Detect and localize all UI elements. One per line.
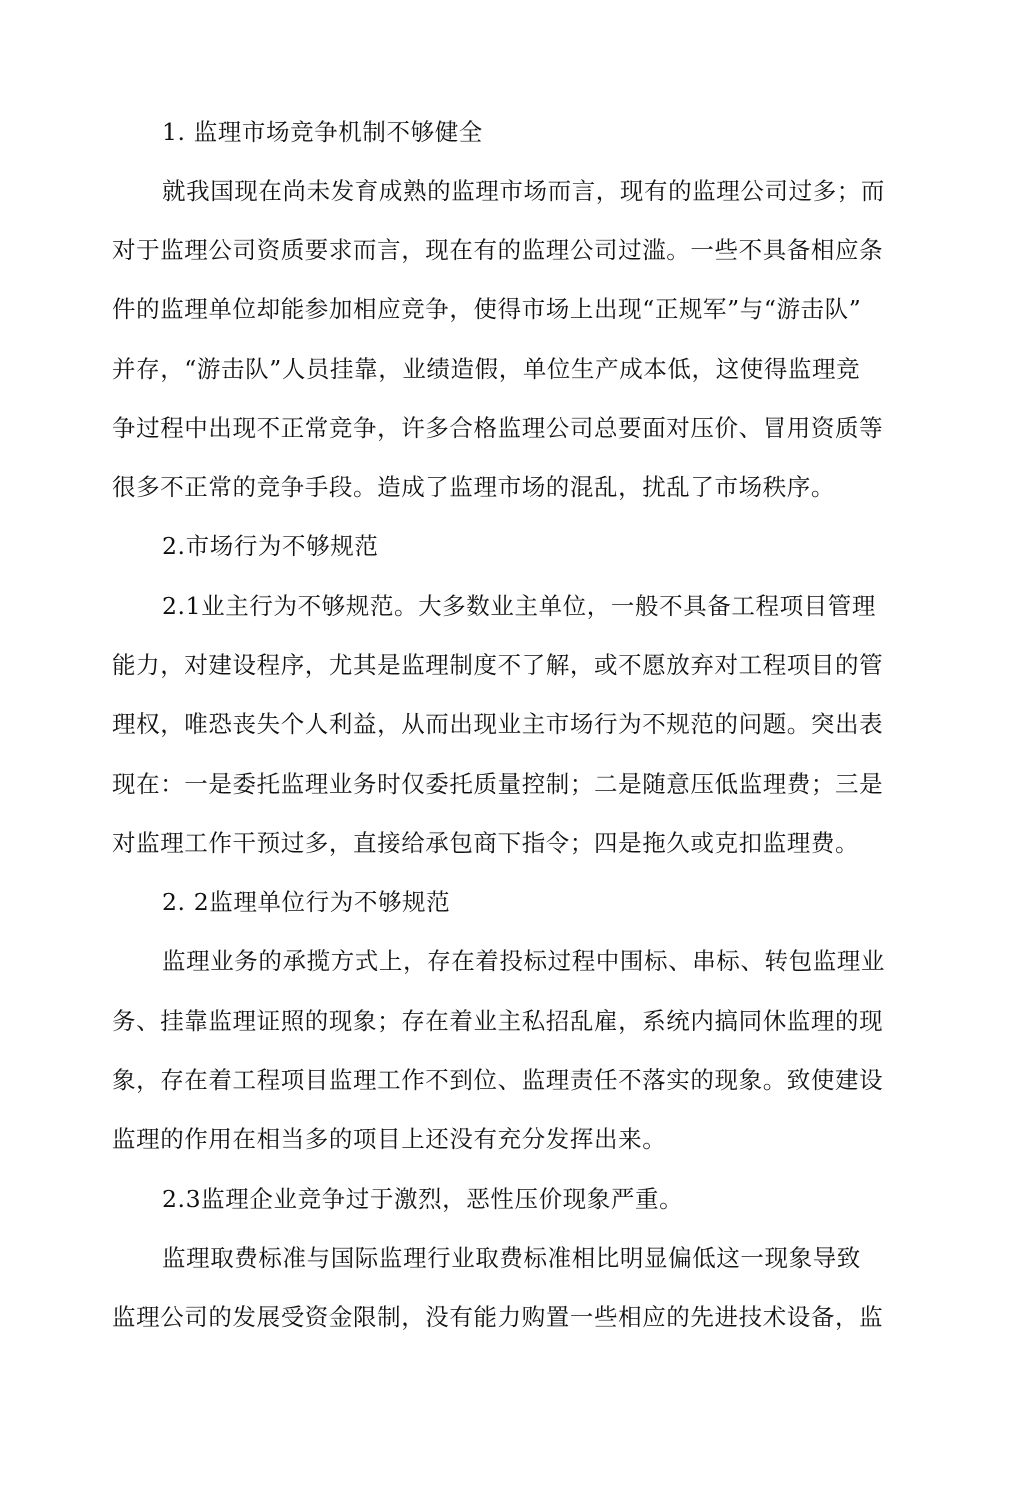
heading-2: 2.市场行为不够规范 — [162, 532, 379, 560]
paragraph-line: 监理公司的发展受资金限制，没有能力购置一些相应的先进技术设备，监 — [112, 1303, 884, 1331]
paragraph-line: 对监理工作干预过多，直接给承包商下指令；四是拖久或克扣监理费。 — [112, 829, 860, 857]
heading-1: 1. 监理市场竞争机制不够健全 — [162, 118, 483, 146]
paragraph-line: 就我国现在尚未发育成熟的监理市场而言，现有的监理公司过多；而 — [162, 177, 885, 205]
paragraph-line: 件的监理单位却能参加相应竞争，使得市场上出现“正规军”与“游击队” — [112, 295, 862, 323]
paragraph-line: 现在：一是委托监理业务时仅委托质量控制；二是随意压低监理费；三是 — [112, 770, 884, 798]
paragraph-line: 并存，“游击队”人员挂靠，业绩造假，单位生产成本低，这使得监理竞 — [112, 355, 861, 383]
paragraph-line: 理权，唯恐丧失个人利益，从而出现业主市场行为不规范的问题。突出表 — [112, 710, 884, 738]
paragraph-line: 很多不正常的竞争手段。造成了监理市场的混乱，扰乱了市场秩序。 — [112, 473, 835, 501]
paragraph-line: 象，存在着工程项目监理工作不到位、监理责任不落实的现象。致使建设 — [112, 1066, 884, 1094]
paragraph-line: 2.1业主行为不够规范。大多数业主单位，一般不具备工程项目管理 — [162, 592, 876, 620]
paragraph-line: 对于监理公司资质要求而言，现在有的监理公司过滥。一些不具备相应条 — [112, 236, 884, 264]
paragraph-line: 监理的作用在相当多的项目上还没有充分发挥出来。 — [112, 1125, 667, 1153]
heading-2-2: 2. 2监理单位行为不够规范 — [162, 888, 451, 916]
paragraph-line: 务、挂靠监理证照的现象；存在着业主私招乱雇，系统内搞同休监理的现 — [112, 1007, 884, 1035]
paragraph-line: 监理取费标准与国际监理行业取费标准相比明显偏低这一现象导致 — [162, 1244, 861, 1272]
paragraph-line: 监理业务的承揽方式上，存在着投标过程中围标、串标、转包监理业 — [162, 947, 885, 975]
heading-2-3: 2.3监理企业竞争过于激烈，恶性压价现象严重。 — [162, 1185, 684, 1213]
paragraph-line: 能力，对建设程序，尤其是监理制度不了解，或不愿放弃对工程项目的管 — [112, 651, 884, 679]
paragraph-line: 争过程中出现不正常竞争，许多合格监理公司总要面对压价、冒用资质等 — [112, 414, 884, 442]
